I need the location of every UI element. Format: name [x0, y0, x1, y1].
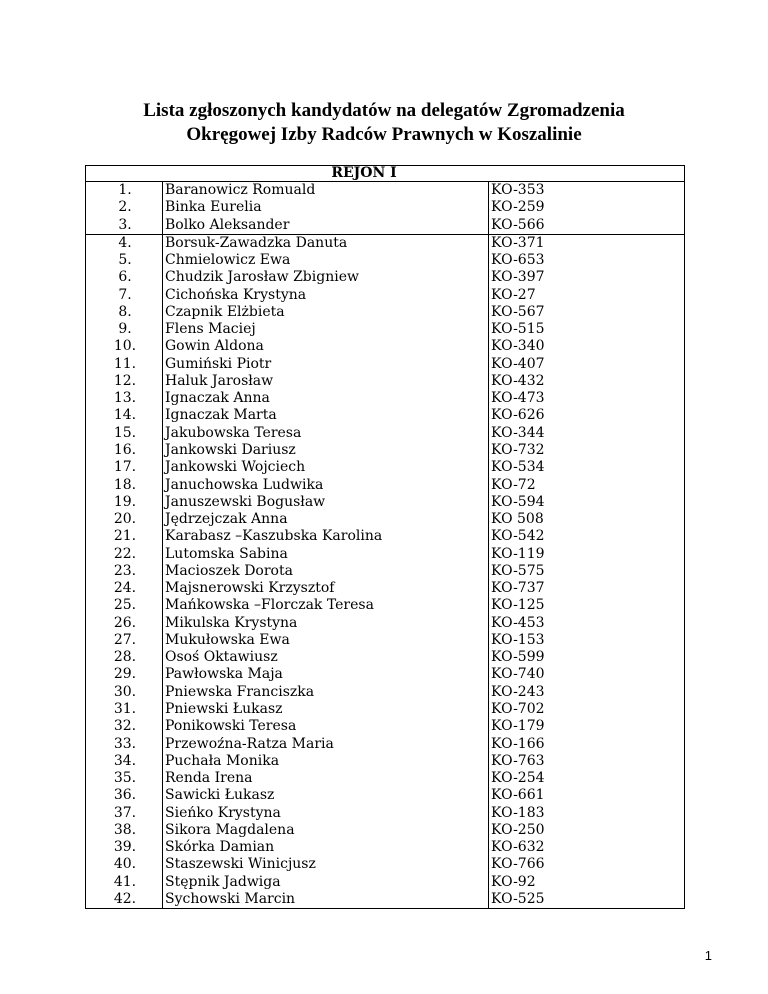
candidate-number: 26.: [113, 614, 137, 631]
candidate-name: Jakubowska Teresa: [165, 424, 302, 441]
candidate-code: KO-166: [491, 735, 545, 752]
name-column: [163, 182, 489, 235]
candidate-code: KO-119: [491, 545, 545, 562]
candidate-number: 37.: [113, 804, 137, 821]
candidate-name: Renda Irena: [165, 770, 253, 787]
candidate-number: 21.: [113, 528, 137, 545]
candidate-number: 14.: [113, 407, 137, 424]
candidate-name: Bolko Aleksander: [165, 216, 290, 233]
candidate-number: 3.: [118, 216, 132, 233]
candidate-group-2: [86, 234, 685, 908]
candidate-code: KO-567: [491, 303, 545, 320]
candidate-number: 17.: [113, 459, 137, 476]
candidate-name: Sawicki Łukasz: [165, 787, 275, 804]
candidate-number: 18.: [113, 476, 137, 493]
candidate-group-1: [86, 182, 685, 235]
candidate-number: 12.: [113, 372, 137, 389]
candidate-name: Ignaczak Marta: [165, 407, 277, 424]
candidate-code: KO-340: [491, 338, 545, 355]
candidate-code: KO-27: [491, 286, 536, 303]
candidate-number: 41.: [113, 873, 137, 890]
candidate-number: 7.: [118, 286, 132, 303]
candidate-name: Chmielowicz Ewa: [165, 252, 291, 269]
candidate-number: 8.: [118, 303, 132, 320]
candidate-code: KO-732: [491, 441, 545, 458]
candidate-code: KO-632: [491, 839, 545, 856]
number-column: [86, 234, 163, 908]
candidate-code: KO-259: [491, 199, 545, 216]
candidate-code: KO-766: [491, 856, 545, 873]
candidate-code: KO-534: [491, 459, 545, 476]
candidate-code: KO-594: [491, 493, 545, 510]
document-title-line-2: Okręgowej Izby Radców Prawnych w Koszalinie: [186, 124, 582, 145]
candidate-name: Ponikowski Teresa: [165, 718, 297, 735]
candidate-code: KO-575: [491, 562, 545, 579]
candidate-number: 25.: [113, 597, 137, 614]
candidate-number: 39.: [113, 839, 137, 856]
candidate-name: Jankowski Wojciech: [165, 459, 306, 476]
candidate-name: Sychowski Marcin: [165, 890, 296, 907]
candidate-name: Sieńko Krystyna: [165, 804, 281, 821]
document-title-line-1: Lista zgłoszonych kandydatów na delegatów Zgromadzenia: [143, 100, 625, 121]
candidate-name: Gowin Aldona: [165, 338, 264, 355]
candidate-number: 2.: [118, 199, 132, 216]
candidate-code: KO 508: [491, 511, 544, 528]
candidate-code: KO-763: [491, 752, 545, 769]
candidate-number: 31.: [113, 700, 137, 717]
candidate-number: 13.: [113, 390, 137, 407]
candidate-name: Chudzik Jarosław Zbigniew: [165, 269, 359, 286]
candidate-name: Januchowska Ludwika: [165, 476, 324, 493]
candidate-code: KO-661: [491, 787, 545, 804]
name-column: [163, 234, 489, 908]
candidate-number: 36.: [113, 787, 137, 804]
candidate-name: Baranowicz Romuald: [165, 182, 316, 198]
candidate-code: KO-473: [491, 390, 545, 407]
candidate-code: KO-92: [491, 873, 536, 890]
candidate-number: 15.: [113, 424, 137, 441]
code-column: [489, 234, 685, 908]
candidate-name: Macioszek Dorota: [165, 562, 293, 579]
candidate-code: KO-566: [491, 216, 545, 233]
candidate-code: KO-653: [491, 252, 545, 269]
candidate-code: KO-740: [491, 666, 545, 683]
region-header-row: [86, 166, 685, 182]
candidate-name: Flens Maciej: [165, 321, 256, 338]
candidate-code: KO-250: [491, 821, 545, 838]
region-heading: REJON I: [331, 165, 397, 181]
candidate-name: Majsnerowski Krzysztof: [165, 580, 335, 597]
candidate-code: KO-353: [491, 182, 545, 198]
candidate-number: 9.: [118, 321, 132, 338]
candidate-name: Binka Eurelia: [165, 199, 262, 216]
candidate-name: Czapnik Elżbieta: [165, 303, 285, 320]
candidate-name: Karabasz –Kaszubska Karolina: [165, 528, 383, 545]
candidate-name: Januszewski Bogusław: [165, 493, 326, 510]
candidate-name: Stępnik Jadwiga: [165, 873, 281, 890]
number-column: [86, 182, 163, 235]
candidate-code: KO-407: [491, 355, 545, 372]
candidate-code: KO-344: [491, 424, 545, 441]
candidates-table: [85, 165, 685, 909]
candidate-name: Przewoźna-Ratza Maria: [165, 735, 334, 752]
candidate-name: Pniewska Franciszka: [165, 683, 315, 700]
candidate-number: 16.: [113, 441, 137, 458]
candidate-number: 42.: [113, 890, 137, 907]
candidate-code: KO-515: [491, 321, 545, 338]
candidate-name: Skórka Damian: [165, 839, 275, 856]
candidate-name: Haluk Jarosław: [165, 372, 274, 389]
candidate-code: KO-599: [491, 649, 545, 666]
candidate-number: 6.: [118, 269, 132, 286]
candidate-name: Mańkowska –Florczak Teresa: [165, 597, 374, 614]
candidate-number: 4.: [118, 234, 132, 251]
candidate-name: Ignaczak Anna: [165, 390, 270, 407]
candidate-name: Mukułowska Ewa: [165, 631, 290, 648]
candidate-code: KO-254: [491, 770, 545, 787]
candidate-code: KO-371: [491, 234, 545, 251]
candidate-number: 40.: [113, 856, 137, 873]
candidate-number: 28.: [113, 649, 137, 666]
candidate-number: 20.: [113, 511, 137, 528]
candidate-name: Gumiński Piotr: [165, 355, 272, 372]
candidate-number: 34.: [113, 752, 137, 769]
candidate-name: Staszewski Winicjusz: [165, 856, 316, 873]
candidate-code: KO-737: [491, 580, 545, 597]
candidate-number: 29.: [113, 666, 137, 683]
candidate-code: KO-525: [491, 890, 545, 907]
candidate-number: 32.: [113, 718, 137, 735]
candidate-number: 5.: [118, 252, 132, 269]
candidate-code: KO-626: [491, 407, 545, 424]
candidate-number: 33.: [113, 735, 137, 752]
candidate-code: KO-397: [491, 269, 545, 286]
candidate-code: KO-179: [491, 718, 545, 735]
candidate-name: Cichońska Krystyna: [165, 286, 307, 303]
candidate-number: 30.: [113, 683, 137, 700]
candidate-number: 22.: [113, 545, 137, 562]
candidate-name: Jankowski Dariusz: [165, 441, 296, 458]
candidate-code: KO-243: [491, 683, 545, 700]
candidate-number: 27.: [113, 631, 137, 648]
candidate-name: Mikulska Krystyna: [165, 614, 298, 631]
candidate-number: 23.: [113, 562, 137, 579]
candidate-number: 11.: [113, 355, 137, 372]
candidate-name: Borsuk-Zawadzka Danuta: [165, 234, 348, 251]
candidate-number: 1.: [118, 182, 132, 198]
candidate-code: KO-72: [491, 476, 536, 493]
candidate-number: 35.: [113, 770, 137, 787]
candidate-code: KO-542: [491, 528, 545, 545]
candidate-code: KO-432: [491, 372, 545, 389]
candidate-number: 38.: [113, 821, 137, 838]
candidate-code: KO-183: [491, 804, 545, 821]
candidate-number: 10.: [113, 338, 137, 355]
candidate-code: KO-153: [491, 631, 545, 648]
candidate-name: Pawłowska Maja: [165, 666, 283, 683]
page-number: 1: [704, 948, 712, 963]
candidate-code: KO-125: [491, 597, 545, 614]
candidate-name: Osoś Oktawiusz: [165, 649, 278, 666]
candidate-code: KO-453: [491, 614, 545, 631]
code-column: [489, 182, 685, 235]
candidate-number: 19.: [113, 493, 137, 510]
candidate-name: Lutomska Sabina: [165, 545, 288, 562]
candidate-name: Sikora Magdalena: [165, 821, 295, 838]
candidate-name: Pniewski Łukasz: [165, 700, 283, 717]
candidate-number: 24.: [113, 580, 137, 597]
candidate-name: Jędrzejczak Anna: [165, 511, 288, 528]
candidate-name: Puchała Monika: [165, 752, 280, 769]
candidate-code: KO-702: [491, 700, 545, 717]
